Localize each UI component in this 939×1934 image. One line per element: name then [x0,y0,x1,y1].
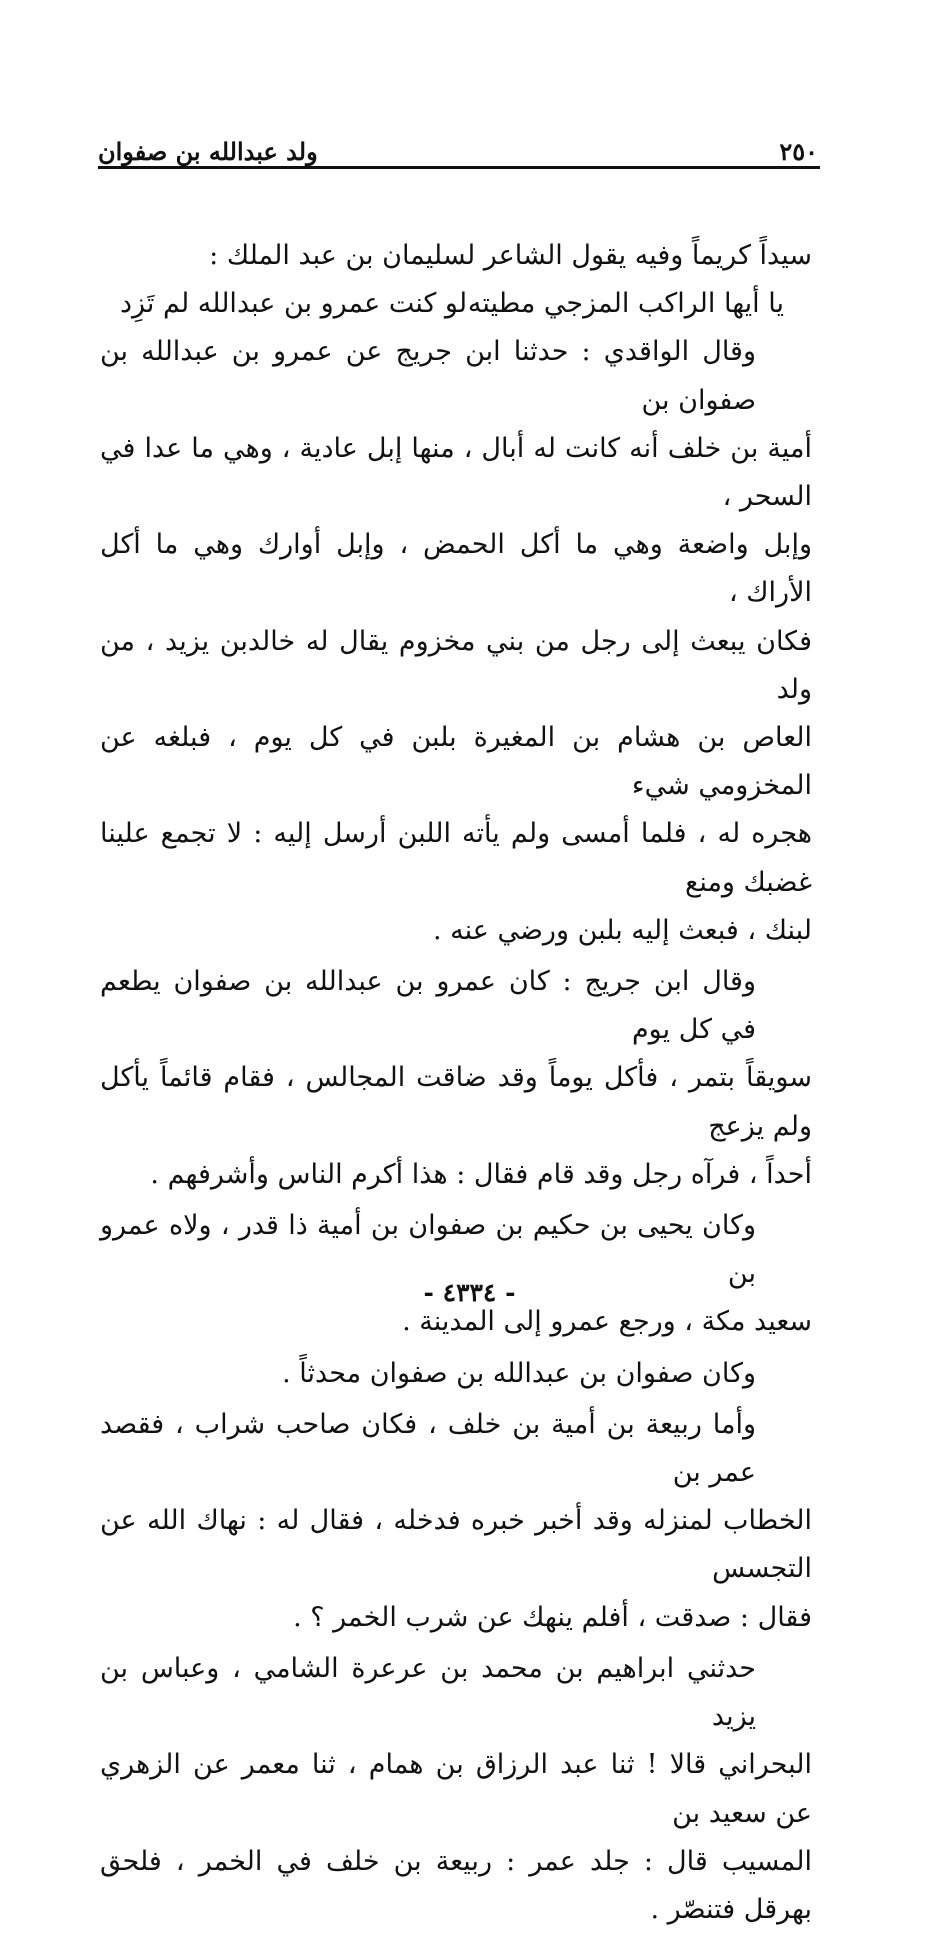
text-line: البحراني قالا ! ثنا عبد الرزاق بن همام ، ثنا معمر عن الزهري عن سعيد بن [100,1749,812,1829]
text-line: سويقاً بتمر ، فأكل يوماً وقد ضاقت المجالس ، فقام قائماً يأكل ولم يزعج [100,1062,812,1142]
text-line: سعيد مكة ، ورجع عمرو إلى المدينة . [402,1306,812,1338]
verse-first-hemistich: يا أيها الراكب المزجي مطيته [467,288,784,320]
text-line: وقال الواقدي : حدثنا ابن جريج عن عمرو بن عبدالله بن صفوان بن [100,336,756,416]
text-line: المسيب قال : جلد عمر : ربيعة بن خلف في الخمر ، فلحق بهرقل فتنصّر . [100,1845,812,1925]
text-line: فقال : صدقت ، أفلم ينهك عن شرب الخمر ؟ . [293,1601,812,1633]
text-line: وقال ابن جريج : كان عمرو بن عبدالله بن صفوان يطعم في كل يوم [100,966,756,1046]
text-line: وأما ربيعة بن أمية بن خلف ، فكان صاحب شراب ، فقصد عمر بن [100,1408,756,1489]
text-line: العاص بن هشام بن المغيرة بلبن في كل يوم ، فبلغه عن المخزومي شيء [100,722,812,802]
header-rule [98,166,820,169]
text-line: وكان يحيى بن حكيم بن صفوان بن أمية ذا قدر ، ولاه عمرو بن [100,1210,756,1290]
page-number: ٢٥٠ [779,137,818,166]
text-line: أحداً ، فرآه رجل وقد قام فقال : هذا أكرم الناس وأشرفهم . [150,1158,812,1190]
text-line: وإبل واضعة وهي ما أكل الحمض ، وإبل أوارك وهي ما أكل الأراك ، [100,529,812,609]
verse-line [100,280,812,328]
text-line: لبنك ، فبعث إليه بلبن ورضي عنه . [433,914,812,946]
running-header [98,118,818,166]
text-line: هجره له ، فلما أمسى ولم يأته اللبن أرسل إليه : لا تجمع علينا غضبك ومنع [100,818,812,898]
section-title: ولد عبدالله بن صفوان [98,137,318,166]
text-line: فكان يبعث إلى رجل من بني مخزوم يقال له خالدبن يزيد ، من ولد [100,625,812,705]
body-text [100,232,812,1934]
verse-second-hemistich: لو كنت عمرو بن عبدالله لم تَزِد [120,288,468,320]
text-line: الخطاب لمنزله وقد أخبر خبره فدخله ، فقال له : نهاك الله عن التجسس [100,1505,812,1585]
volume-page-number: - ٤٣٣٤ - [423,1278,516,1307]
text-line: حدثني ابراهيم بن محمد بن عرعرة الشامي ، وعباس بن يزيد [100,1652,756,1733]
text-line: وكان صفوان بن عبدالله بن صفوان محدثاً . [282,1357,756,1389]
text-line: سيداً كريماً وفيه يقول الشاعر لسليمان بن عبد الملك : [209,240,812,271]
text-line: أمية بن خلف أنه كانت له أبال ، منها إبل عادية ، وهي ما عدا في السحر ، [100,432,812,513]
